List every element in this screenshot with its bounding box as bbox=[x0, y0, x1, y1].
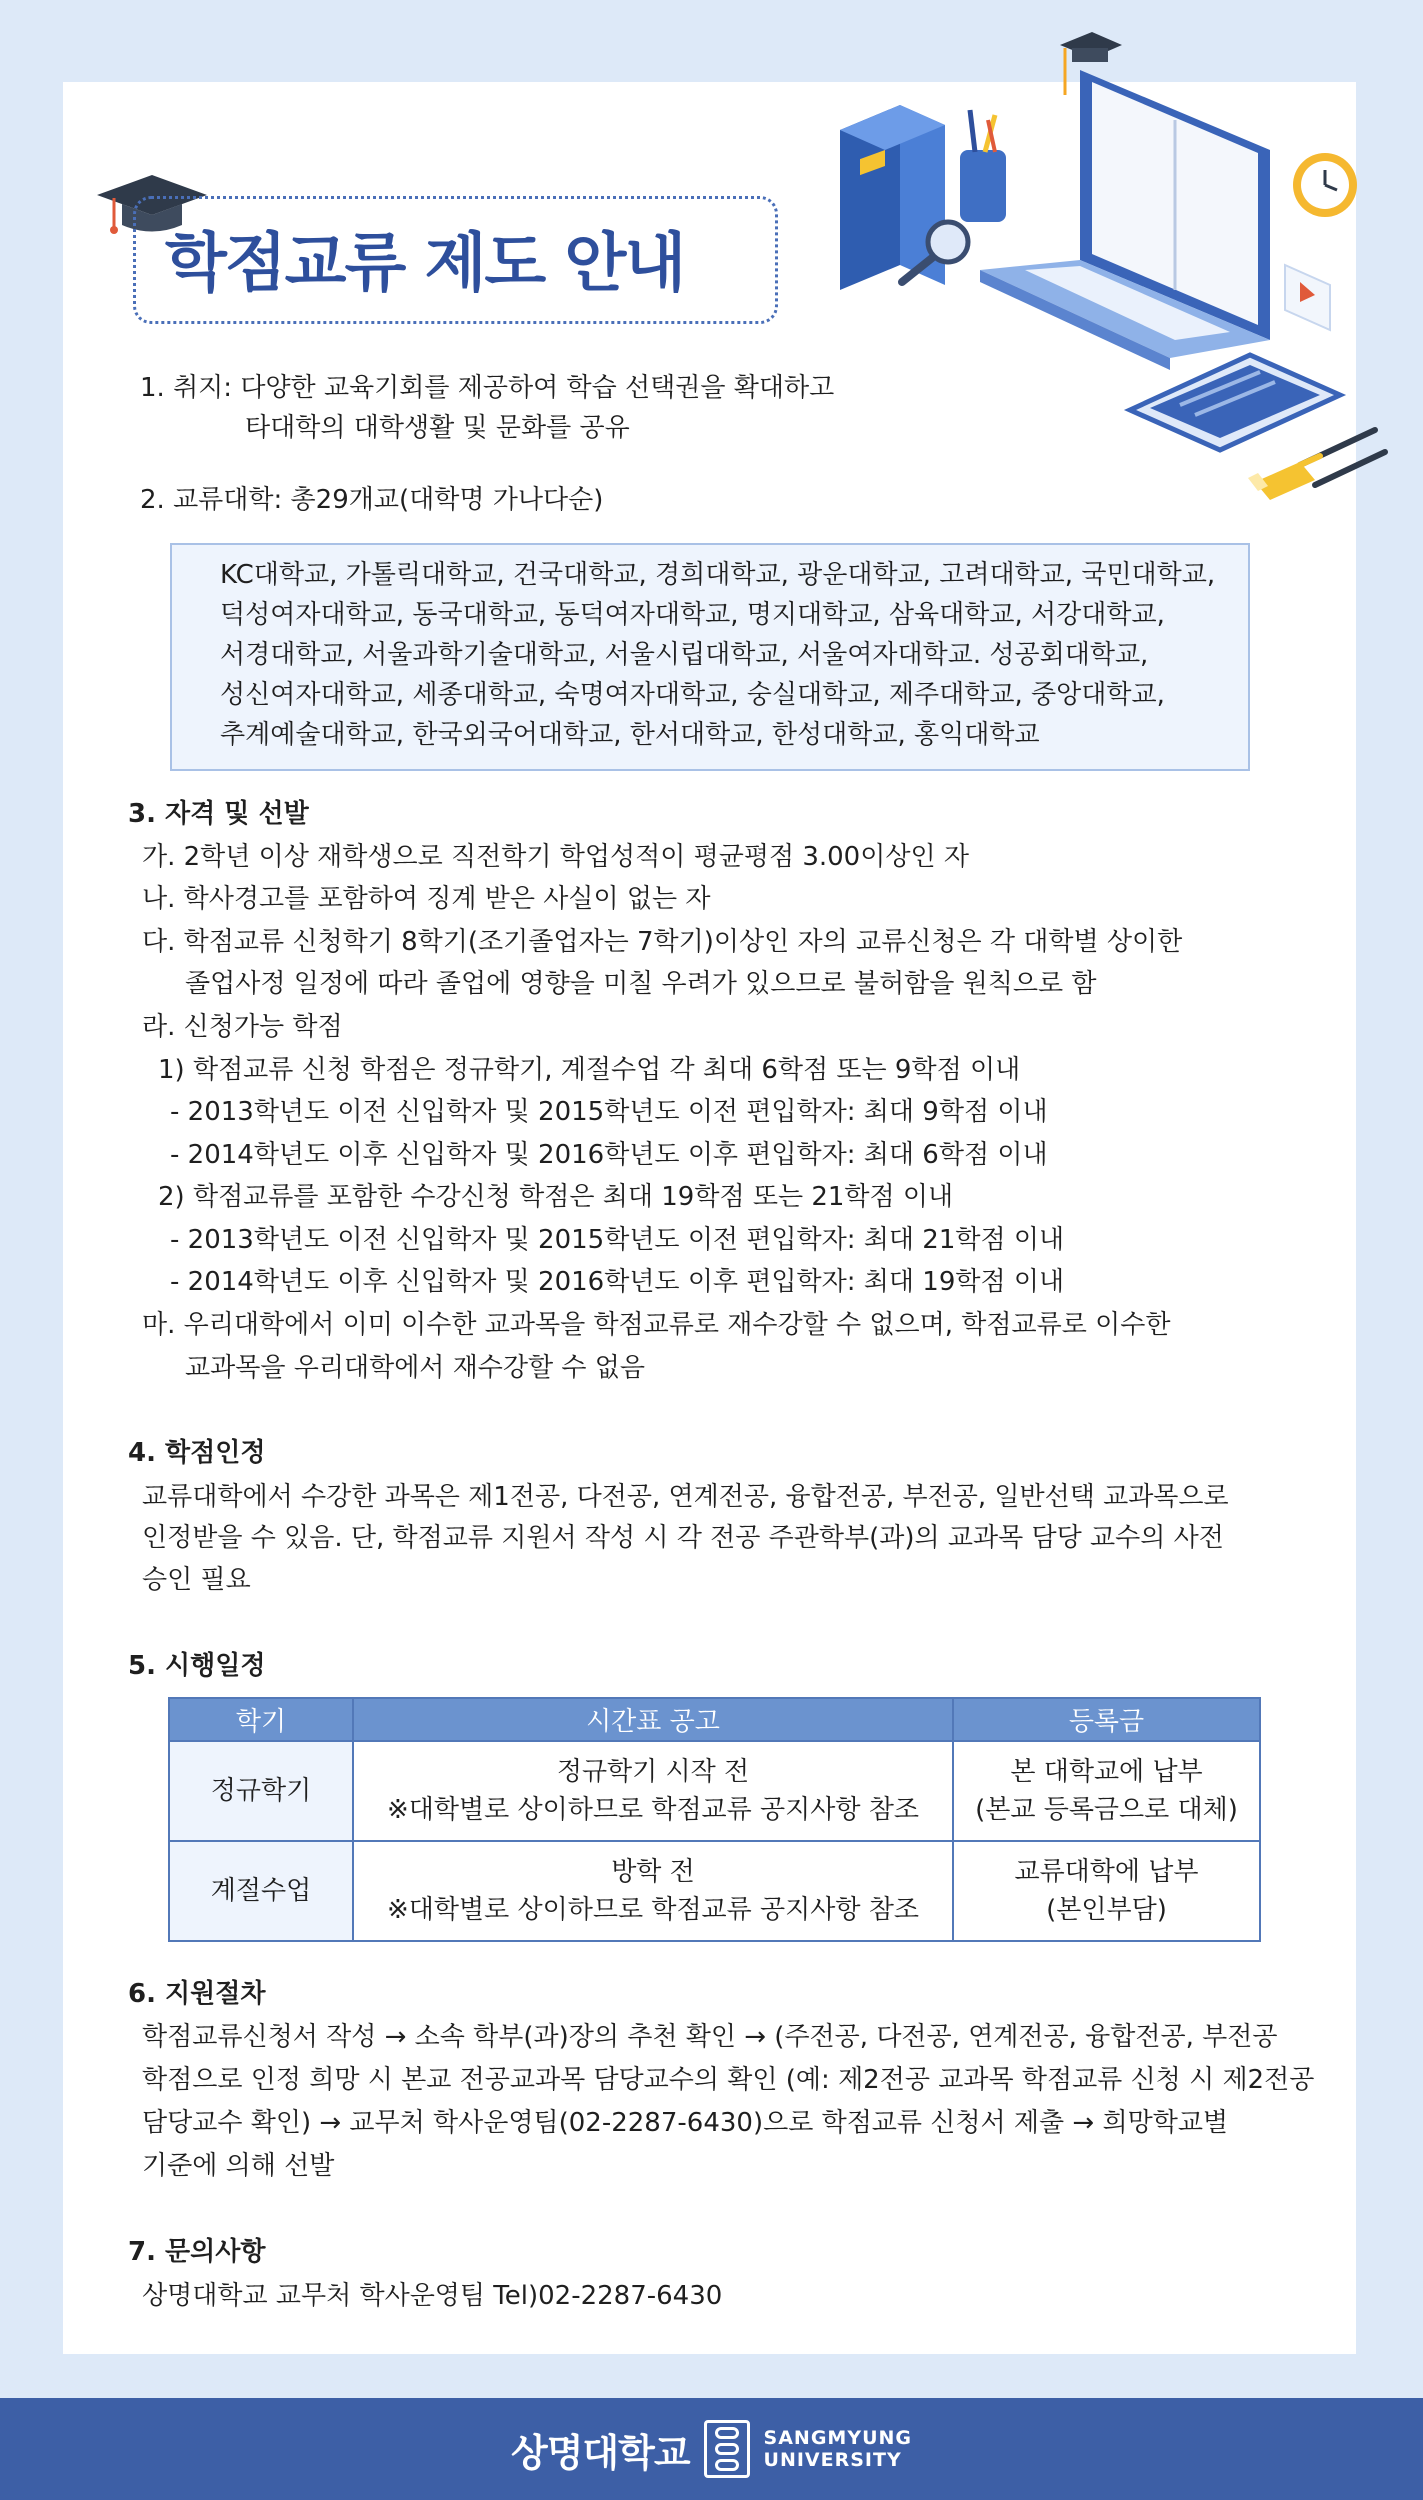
column-header: 학기 bbox=[169, 1698, 353, 1741]
notice-note: ※대학별로 상이하므로 학점교류 공지사항 참조 bbox=[386, 1895, 920, 1925]
college-list-line: 추계예술대학교, 한국외국어대학교, 한서대학교, 한성대학교, 홍익대학교 bbox=[220, 720, 1040, 750]
college-list-box bbox=[170, 543, 1250, 771]
university-name: 상명대학교 bbox=[510, 2430, 690, 2475]
tablet-icon bbox=[1130, 355, 1340, 450]
section-4-heading: 4. 학점인정 bbox=[128, 1438, 266, 1468]
qualification-line: 가. 2학년 이상 재학생으로 직전학기 학업성적이 평균평점 3.00이상인 자 bbox=[142, 842, 969, 872]
notice-note: ※대학별로 상이하므로 학점교류 공지사항 참조 bbox=[386, 1795, 920, 1825]
schedule-table bbox=[168, 1697, 1261, 1942]
qualification-line: 졸업사정 일정에 따라 졸업에 영향을 미칠 우려가 있으므로 불허함을 원칙으로 함 bbox=[185, 969, 1097, 999]
table-row bbox=[169, 1841, 1260, 1941]
credit-recognition-line: 교류대학에서 수강한 과목은 제1전공, 다전공, 연계전공, 융합전공, 부전공, 일반선택 교과목으로 bbox=[142, 1482, 1229, 1512]
fee-note: (본인부담) bbox=[1046, 1895, 1167, 1925]
qualification-line: 마. 우리대학에서 이미 이수한 교과목을 학점교류로 재수강할 수 없으며, 학점교류로 이수한 bbox=[142, 1310, 1171, 1340]
footer-bar bbox=[0, 2398, 1423, 2500]
contact-line: 상명대학교 교무처 학사운영팀 Tel)02-2287-6430 bbox=[142, 2281, 723, 2311]
purpose-line-1: 1. 취지: 다양한 교육기회를 제공하여 학습 선택권을 확대하고 bbox=[140, 373, 835, 403]
section-7-heading: 7. 문의사항 bbox=[128, 2237, 266, 2267]
pens-icon bbox=[1300, 430, 1385, 485]
section-5-heading: 5. 시행일정 bbox=[128, 1651, 266, 1681]
fee-cell bbox=[953, 1841, 1260, 1941]
qualification-line: 1) 학점교류 신청 학점은 정규학기, 계절수업 각 최대 6학점 또는 9학점 이내 bbox=[158, 1055, 1021, 1085]
semester-cell: 정규학기 bbox=[169, 1741, 353, 1841]
qualification-line: 교과목을 우리대학에서 재수강할 수 없음 bbox=[185, 1353, 646, 1383]
fee-text: 본 대학교에 납부 bbox=[1010, 1757, 1203, 1787]
qualification-line: 다. 학점교류 신청학기 8학기(조기졸업자는 7학기)이상인 자의 교류신청은 각 대학별 상이한 bbox=[142, 927, 1183, 957]
procedure-line: 학점으로 인정 희망 시 본교 전공교과목 담당교수의 확인 (예: 제2전공 교과목 학점교류 신청 시 제2전공 bbox=[142, 2065, 1315, 2095]
qualification-line: 나. 학사경고를 포함하여 징계 받은 사실이 없는 자 bbox=[142, 884, 711, 914]
column-header: 시간표 공고 bbox=[353, 1698, 953, 1741]
laptop-icon bbox=[980, 70, 1270, 370]
credit-recognition-line: 승인 필요 bbox=[142, 1565, 251, 1595]
college-list-line: 성신여자대학교, 세종대학교, 숙명여자대학교, 숭실대학교, 제주대학교, 중앙대학교, bbox=[220, 680, 1165, 710]
table-row bbox=[169, 1741, 1260, 1841]
notice-cell bbox=[353, 1741, 953, 1841]
semester-cell: 계절수업 bbox=[169, 1841, 353, 1941]
university-english-name bbox=[764, 2427, 912, 2471]
university-seal-icon bbox=[704, 2420, 750, 2478]
college-list-line: 덕성여자대학교, 동국대학교, 동덕여자대학교, 명지대학교, 삼육대학교, 서강대학교, bbox=[220, 600, 1165, 630]
fee-text: 교류대학에 납부 bbox=[1014, 1857, 1199, 1887]
notice-cell bbox=[353, 1841, 953, 1941]
qualification-line: - 2013학년도 이전 신입학자 및 2015학년도 이전 편입학자: 최대 21학점 이내 bbox=[170, 1225, 1065, 1255]
clock-icon bbox=[1293, 153, 1357, 217]
procedure-line: 담당교수 확인) → 교무처 학사운영팀(02-2287-6430)으로 학점교류 신청서 제출 → 희망학교별 bbox=[142, 2108, 1229, 2138]
notice-text: 방학 전 bbox=[611, 1857, 695, 1887]
college-list-line: 서경대학교, 서울과학기술대학교, 서울시립대학교, 서울여자대학교. 성공회대학교, bbox=[220, 640, 1149, 670]
table-header-row bbox=[169, 1698, 1260, 1741]
section-2-heading: 2. 교류대학: 총29개교(대학명 가나다순) bbox=[140, 485, 604, 515]
section-6-heading: 6. 지원절차 bbox=[128, 1979, 266, 2009]
procedure-line: 기준에 의해 선발 bbox=[142, 2151, 335, 2181]
qualification-line: 라. 신청가능 학점 bbox=[142, 1012, 343, 1042]
qualification-line: - 2014학년도 이후 신입학자 및 2016학년도 이후 편입학자: 최대 19학점 이내 bbox=[170, 1267, 1065, 1297]
purpose-line-2: 타대학의 대학생활 및 문화를 공유 bbox=[245, 413, 630, 443]
pencil-cup-icon bbox=[960, 110, 1006, 222]
fee-note: (본교 등록금으로 대체) bbox=[975, 1795, 1238, 1825]
procedure-line: 학점교류신청서 작성 → 소속 학부(과)장의 추천 확인 → (주전공, 다전공, 연계전공, 융합전공, 부전공 bbox=[142, 2022, 1278, 2052]
video-card-icon bbox=[1285, 265, 1330, 330]
column-header: 등록금 bbox=[953, 1698, 1260, 1741]
qualification-line: - 2014학년도 이후 신입학자 및 2016학년도 이후 편입학자: 최대 6학점 이내 bbox=[170, 1140, 1048, 1170]
english-name-line: UNIVERSITY bbox=[763, 2449, 902, 2471]
english-name-line: SANGMYUNG bbox=[763, 2427, 913, 2449]
notice-text: 정규학기 시작 전 bbox=[556, 1757, 750, 1787]
college-list-line: KC대학교, 가톨릭대학교, 건국대학교, 경희대학교, 광운대학교, 고려대학교, 국민대학교, bbox=[220, 560, 1216, 590]
laptop-study-illustration bbox=[830, 20, 1390, 540]
qualification-line: 2) 학점교류를 포함한 수강신청 학점은 최대 19학점 또는 21학점 이내 bbox=[158, 1182, 954, 1212]
fee-cell bbox=[953, 1741, 1260, 1841]
qualification-line: - 2013학년도 이전 신입학자 및 2015학년도 이전 편입학자: 최대 9학점 이내 bbox=[170, 1097, 1048, 1127]
usb-stick-icon bbox=[1248, 462, 1315, 500]
credit-recognition-line: 인정받을 수 있음. 단, 학점교류 지원서 작성 시 각 전공 주관학부(과)의 교과목 담당 교수의 사전 bbox=[142, 1523, 1224, 1553]
section-3-heading: 3. 자격 및 선발 bbox=[128, 799, 309, 829]
page-title: 학점교류 제도 안내 bbox=[165, 227, 685, 301]
